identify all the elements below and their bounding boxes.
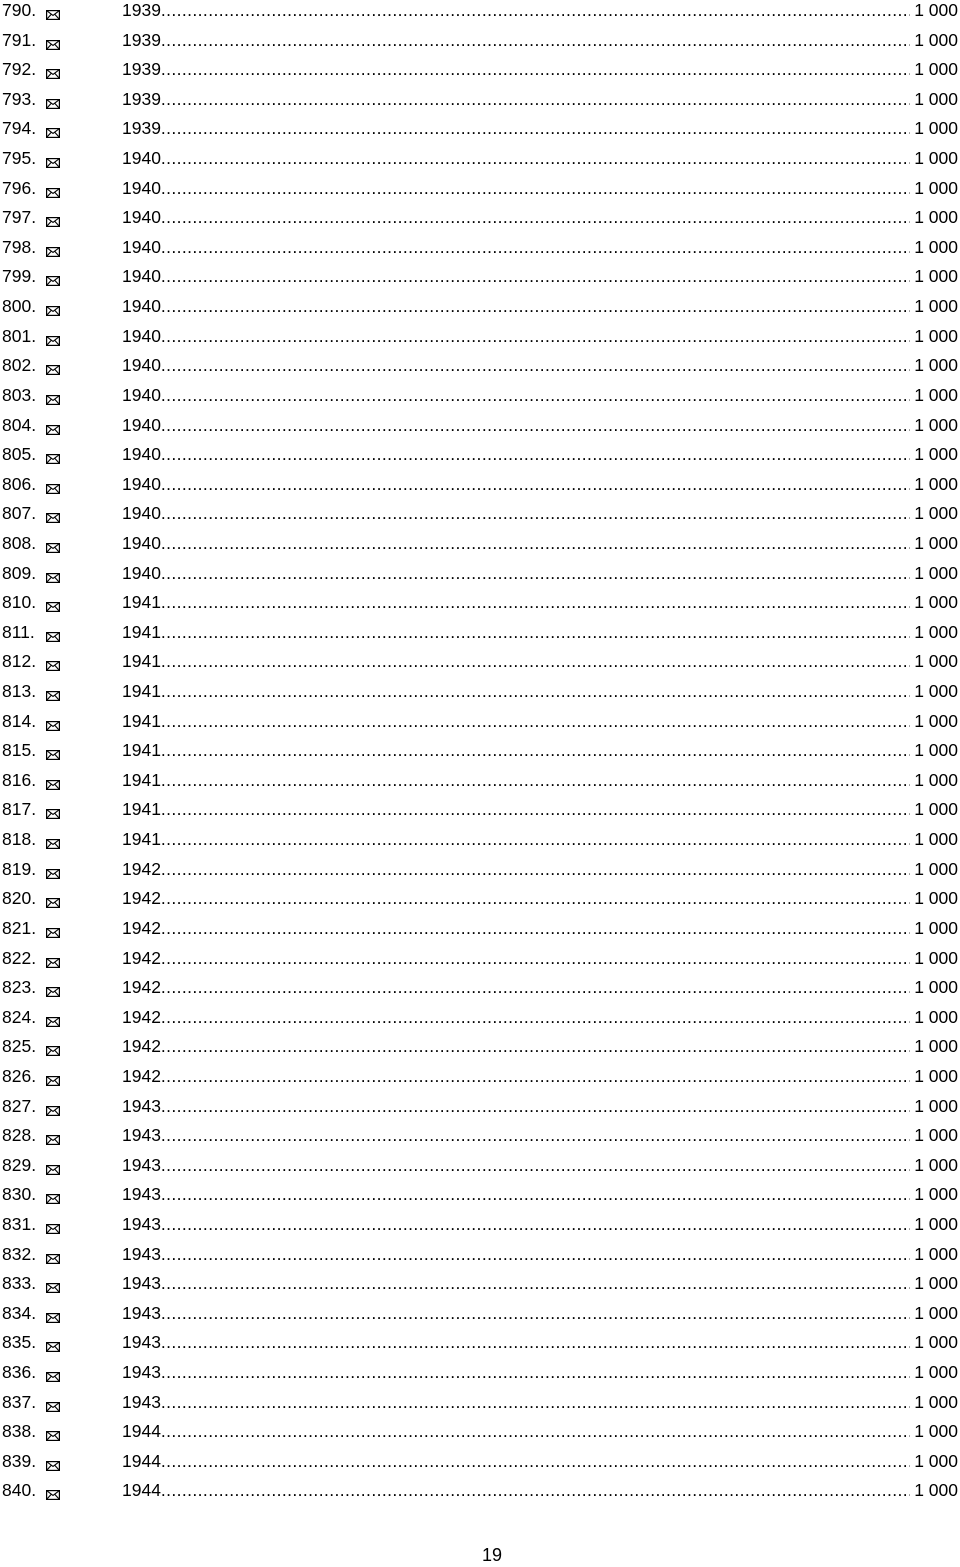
item-year: 1941 bbox=[122, 677, 162, 707]
dot-leader bbox=[124, 1332, 910, 1356]
item-price: 1 000 bbox=[913, 381, 958, 411]
item-number: 799. bbox=[2, 266, 37, 287]
item-year: 1939 bbox=[122, 55, 162, 85]
item-year: 1943 bbox=[122, 1328, 162, 1358]
dot-leader bbox=[124, 859, 910, 883]
item-price: 1 000 bbox=[913, 203, 958, 233]
dot-leader bbox=[124, 59, 910, 83]
dot-leader bbox=[124, 740, 910, 764]
item-number: 830. bbox=[2, 1184, 37, 1205]
item-year: 1941 bbox=[122, 647, 162, 677]
item-price: 1 000 bbox=[913, 1210, 958, 1240]
dot-leader bbox=[124, 326, 910, 350]
item-year: 1940 bbox=[122, 470, 162, 500]
item-number: 794. bbox=[2, 118, 37, 139]
item-price: 1 000 bbox=[913, 559, 958, 589]
item-price: 1 000 bbox=[913, 26, 958, 56]
dot-leader bbox=[124, 1066, 910, 1090]
dot-leader bbox=[124, 1007, 910, 1031]
envelope-icon bbox=[46, 898, 60, 908]
item-number: 795. bbox=[2, 148, 37, 169]
item-year: 1940 bbox=[122, 381, 162, 411]
item-number: 804. bbox=[2, 414, 37, 435]
dot-leader bbox=[124, 533, 910, 557]
envelope-icon bbox=[46, 602, 60, 612]
item-year: 1943 bbox=[122, 1299, 162, 1329]
item-number: 814. bbox=[2, 710, 37, 731]
item-price: 1 000 bbox=[913, 233, 958, 263]
item-number: 796. bbox=[2, 177, 37, 198]
item-price: 1 000 bbox=[913, 855, 958, 885]
dot-leader bbox=[124, 651, 910, 675]
item-year: 1944 bbox=[122, 1476, 162, 1506]
envelope-icon bbox=[46, 40, 60, 50]
item-year: 1941 bbox=[122, 795, 162, 825]
envelope-icon bbox=[46, 987, 60, 997]
item-number: 790. bbox=[2, 0, 37, 20]
item-number: 822. bbox=[2, 947, 37, 968]
item-price: 1 000 bbox=[913, 884, 958, 914]
item-price: 1 000 bbox=[913, 1299, 958, 1329]
envelope-icon bbox=[46, 1342, 60, 1352]
item-year: 1943 bbox=[122, 1269, 162, 1299]
item-number: 819. bbox=[2, 858, 37, 879]
item-number: 828. bbox=[2, 1125, 37, 1146]
dot-leader bbox=[124, 296, 910, 320]
item-number: 817. bbox=[2, 799, 37, 820]
item-year: 1941 bbox=[122, 736, 162, 766]
item-year: 1940 bbox=[122, 559, 162, 589]
item-price: 1 000 bbox=[913, 1417, 958, 1447]
dot-leader bbox=[124, 1303, 910, 1327]
item-year: 1943 bbox=[122, 1092, 162, 1122]
item-year: 1943 bbox=[122, 1151, 162, 1181]
list-item bbox=[0, 1480, 960, 1510]
item-year: 1942 bbox=[122, 1032, 162, 1062]
item-number: 800. bbox=[2, 296, 37, 317]
item-number: 834. bbox=[2, 1302, 37, 1323]
dot-leader bbox=[124, 178, 910, 202]
item-number: 837. bbox=[2, 1391, 37, 1412]
item-price: 1 000 bbox=[913, 499, 958, 529]
dot-leader bbox=[124, 1155, 910, 1179]
dot-leader bbox=[124, 1125, 910, 1149]
dot-leader bbox=[124, 592, 910, 616]
item-price: 1 000 bbox=[913, 292, 958, 322]
envelope-icon bbox=[46, 661, 60, 671]
envelope-icon bbox=[46, 188, 60, 198]
item-year: 1943 bbox=[122, 1358, 162, 1388]
item-year: 1944 bbox=[122, 1447, 162, 1477]
envelope-icon bbox=[46, 928, 60, 938]
item-price: 1 000 bbox=[913, 322, 958, 352]
dot-leader bbox=[124, 1392, 910, 1416]
envelope-icon bbox=[46, 425, 60, 435]
envelope-icon bbox=[46, 1106, 60, 1116]
dot-leader bbox=[124, 237, 910, 261]
item-price: 1 000 bbox=[913, 144, 958, 174]
dot-leader bbox=[124, 1244, 910, 1268]
item-number: 810. bbox=[2, 592, 37, 613]
dot-leader bbox=[124, 1451, 910, 1475]
envelope-icon bbox=[46, 750, 60, 760]
envelope-icon bbox=[46, 573, 60, 583]
dot-leader bbox=[124, 622, 910, 646]
item-price: 1 000 bbox=[913, 1062, 958, 1092]
item-year: 1941 bbox=[122, 766, 162, 796]
item-price: 1 000 bbox=[913, 707, 958, 737]
item-number: 793. bbox=[2, 88, 37, 109]
item-price: 1 000 bbox=[913, 0, 958, 26]
item-year: 1942 bbox=[122, 1062, 162, 1092]
envelope-icon bbox=[46, 1254, 60, 1264]
item-price: 1 000 bbox=[913, 411, 958, 441]
item-year: 1942 bbox=[122, 855, 162, 885]
envelope-icon bbox=[46, 1402, 60, 1412]
envelope-icon bbox=[46, 780, 60, 790]
dot-leader bbox=[124, 355, 910, 379]
page-number: 19 bbox=[481, 1545, 503, 1565]
item-price: 1 000 bbox=[913, 470, 958, 500]
item-year: 1943 bbox=[122, 1180, 162, 1210]
item-number: 835. bbox=[2, 1332, 37, 1353]
envelope-icon bbox=[46, 632, 60, 642]
item-price: 1 000 bbox=[913, 1328, 958, 1358]
item-number: 805. bbox=[2, 444, 37, 465]
item-year: 1940 bbox=[122, 292, 162, 322]
envelope-icon bbox=[46, 10, 60, 20]
item-year: 1941 bbox=[122, 707, 162, 737]
dot-leader bbox=[124, 385, 910, 409]
item-number: 824. bbox=[2, 1006, 37, 1027]
dot-leader bbox=[124, 444, 910, 468]
dot-leader bbox=[124, 977, 910, 1001]
item-year: 1939 bbox=[122, 85, 162, 115]
item-price: 1 000 bbox=[913, 351, 958, 381]
dot-leader bbox=[124, 503, 910, 527]
item-year: 1942 bbox=[122, 914, 162, 944]
item-year: 1939 bbox=[122, 0, 162, 26]
item-number: 826. bbox=[2, 1065, 37, 1086]
item-year: 1940 bbox=[122, 262, 162, 292]
item-year: 1941 bbox=[122, 618, 162, 648]
item-year: 1941 bbox=[122, 588, 162, 618]
item-price: 1 000 bbox=[913, 1151, 958, 1181]
dot-leader bbox=[124, 1184, 910, 1208]
dot-leader bbox=[124, 563, 910, 587]
dot-leader bbox=[124, 1036, 910, 1060]
item-year: 1940 bbox=[122, 174, 162, 204]
item-number: 791. bbox=[2, 29, 37, 50]
envelope-icon bbox=[46, 69, 60, 79]
item-number: 815. bbox=[2, 740, 37, 761]
dot-leader bbox=[124, 118, 910, 142]
envelope-icon bbox=[46, 513, 60, 523]
dot-leader bbox=[124, 948, 910, 972]
item-year: 1942 bbox=[122, 884, 162, 914]
item-year: 1940 bbox=[122, 322, 162, 352]
dot-leader bbox=[124, 89, 910, 113]
item-number: 821. bbox=[2, 917, 37, 938]
item-price: 1 000 bbox=[913, 766, 958, 796]
item-price: 1 000 bbox=[913, 914, 958, 944]
item-price: 1 000 bbox=[913, 647, 958, 677]
item-number: 816. bbox=[2, 769, 37, 790]
dot-leader bbox=[124, 681, 910, 705]
dot-leader bbox=[124, 1421, 910, 1445]
item-price: 1 000 bbox=[913, 440, 958, 470]
dot-leader bbox=[124, 918, 910, 942]
dot-leader bbox=[124, 0, 910, 24]
envelope-icon bbox=[46, 1046, 60, 1056]
envelope-icon bbox=[46, 1076, 60, 1086]
item-price: 1 000 bbox=[913, 1092, 958, 1122]
item-year: 1940 bbox=[122, 499, 162, 529]
item-price: 1 000 bbox=[913, 1388, 958, 1418]
envelope-icon bbox=[46, 1431, 60, 1441]
item-price: 1 000 bbox=[913, 973, 958, 1003]
item-year: 1940 bbox=[122, 144, 162, 174]
envelope-icon bbox=[46, 454, 60, 464]
item-number: 833. bbox=[2, 1273, 37, 1294]
dot-leader bbox=[124, 829, 910, 853]
dot-leader bbox=[124, 1096, 910, 1120]
envelope-icon bbox=[46, 1017, 60, 1027]
envelope-icon bbox=[46, 276, 60, 286]
envelope-icon bbox=[46, 1194, 60, 1204]
envelope-icon bbox=[46, 1135, 60, 1145]
item-year: 1943 bbox=[122, 1388, 162, 1418]
item-price: 1 000 bbox=[913, 114, 958, 144]
item-number: 831. bbox=[2, 1213, 37, 1234]
dot-leader bbox=[124, 474, 910, 498]
item-price: 1 000 bbox=[913, 677, 958, 707]
item-year: 1939 bbox=[122, 114, 162, 144]
item-number: 807. bbox=[2, 503, 37, 524]
item-year: 1942 bbox=[122, 973, 162, 1003]
item-price: 1 000 bbox=[913, 1476, 958, 1506]
item-year: 1940 bbox=[122, 440, 162, 470]
item-price: 1 000 bbox=[913, 1003, 958, 1033]
item-number: 806. bbox=[2, 473, 37, 494]
item-number: 827. bbox=[2, 1095, 37, 1116]
envelope-icon bbox=[46, 543, 60, 553]
envelope-icon bbox=[46, 1461, 60, 1471]
item-year: 1943 bbox=[122, 1210, 162, 1240]
envelope-icon bbox=[46, 336, 60, 346]
dot-leader bbox=[124, 888, 910, 912]
dot-leader bbox=[124, 1362, 910, 1386]
item-number: 797. bbox=[2, 207, 37, 228]
item-number: 820. bbox=[2, 888, 37, 909]
item-year: 1941 bbox=[122, 825, 162, 855]
item-price: 1 000 bbox=[913, 944, 958, 974]
item-year: 1940 bbox=[122, 351, 162, 381]
item-number: 792. bbox=[2, 59, 37, 80]
item-number: 836. bbox=[2, 1362, 37, 1383]
item-price: 1 000 bbox=[913, 262, 958, 292]
item-year: 1940 bbox=[122, 203, 162, 233]
item-price: 1 000 bbox=[913, 174, 958, 204]
item-price: 1 000 bbox=[913, 1032, 958, 1062]
item-number: 812. bbox=[2, 651, 37, 672]
dot-leader bbox=[124, 207, 910, 231]
item-number: 825. bbox=[2, 1036, 37, 1057]
envelope-icon bbox=[46, 306, 60, 316]
item-year: 1940 bbox=[122, 529, 162, 559]
item-number: 801. bbox=[2, 325, 37, 346]
item-number: 808. bbox=[2, 532, 37, 553]
item-number: 838. bbox=[2, 1421, 37, 1442]
item-price: 1 000 bbox=[913, 1180, 958, 1210]
envelope-icon bbox=[46, 484, 60, 494]
item-price: 1 000 bbox=[913, 795, 958, 825]
item-number: 811. bbox=[2, 621, 35, 642]
item-year: 1944 bbox=[122, 1417, 162, 1447]
item-price: 1 000 bbox=[913, 1447, 958, 1477]
item-number: 798. bbox=[2, 236, 37, 257]
envelope-icon bbox=[46, 99, 60, 109]
envelope-icon bbox=[46, 128, 60, 138]
item-year: 1942 bbox=[122, 1003, 162, 1033]
envelope-icon bbox=[46, 365, 60, 375]
envelope-icon bbox=[46, 158, 60, 168]
item-number: 832. bbox=[2, 1243, 37, 1264]
envelope-icon bbox=[46, 809, 60, 819]
item-year: 1940 bbox=[122, 233, 162, 263]
item-price: 1 000 bbox=[913, 1121, 958, 1151]
item-price: 1 000 bbox=[913, 1269, 958, 1299]
dot-leader bbox=[124, 711, 910, 735]
envelope-icon bbox=[46, 1490, 60, 1500]
envelope-icon bbox=[46, 721, 60, 731]
envelope-icon bbox=[46, 869, 60, 879]
item-year: 1942 bbox=[122, 944, 162, 974]
item-number: 840. bbox=[2, 1480, 37, 1501]
item-price: 1 000 bbox=[913, 85, 958, 115]
item-price: 1 000 bbox=[913, 529, 958, 559]
envelope-icon bbox=[46, 1372, 60, 1382]
envelope-icon bbox=[46, 691, 60, 701]
dot-leader bbox=[124, 799, 910, 823]
item-number: 809. bbox=[2, 562, 37, 583]
envelope-icon bbox=[46, 1283, 60, 1293]
item-number: 818. bbox=[2, 829, 37, 850]
dot-leader bbox=[124, 148, 910, 172]
dot-leader bbox=[124, 30, 910, 54]
dot-leader bbox=[124, 1480, 910, 1504]
item-number: 839. bbox=[2, 1450, 37, 1471]
item-price: 1 000 bbox=[913, 1240, 958, 1270]
envelope-icon bbox=[46, 247, 60, 257]
item-price: 1 000 bbox=[913, 736, 958, 766]
item-number: 829. bbox=[2, 1154, 37, 1175]
item-year: 1940 bbox=[122, 411, 162, 441]
envelope-icon bbox=[46, 217, 60, 227]
item-price: 1 000 bbox=[913, 1358, 958, 1388]
item-year: 1939 bbox=[122, 26, 162, 56]
item-number: 802. bbox=[2, 355, 37, 376]
envelope-icon bbox=[46, 1224, 60, 1234]
item-price: 1 000 bbox=[913, 825, 958, 855]
item-price: 1 000 bbox=[913, 588, 958, 618]
dot-leader bbox=[124, 770, 910, 794]
dot-leader bbox=[124, 266, 910, 290]
dot-leader bbox=[124, 415, 910, 439]
item-price: 1 000 bbox=[913, 55, 958, 85]
envelope-icon bbox=[46, 395, 60, 405]
envelope-icon bbox=[46, 1313, 60, 1323]
envelope-icon bbox=[46, 958, 60, 968]
item-number: 813. bbox=[2, 681, 37, 702]
item-year: 1943 bbox=[122, 1240, 162, 1270]
dot-leader bbox=[124, 1273, 910, 1297]
item-number: 823. bbox=[2, 977, 37, 998]
item-year: 1943 bbox=[122, 1121, 162, 1151]
dot-leader bbox=[124, 1214, 910, 1238]
envelope-icon bbox=[46, 839, 60, 849]
envelope-icon bbox=[46, 1165, 60, 1175]
item-price: 1 000 bbox=[913, 618, 958, 648]
item-number: 803. bbox=[2, 384, 37, 405]
